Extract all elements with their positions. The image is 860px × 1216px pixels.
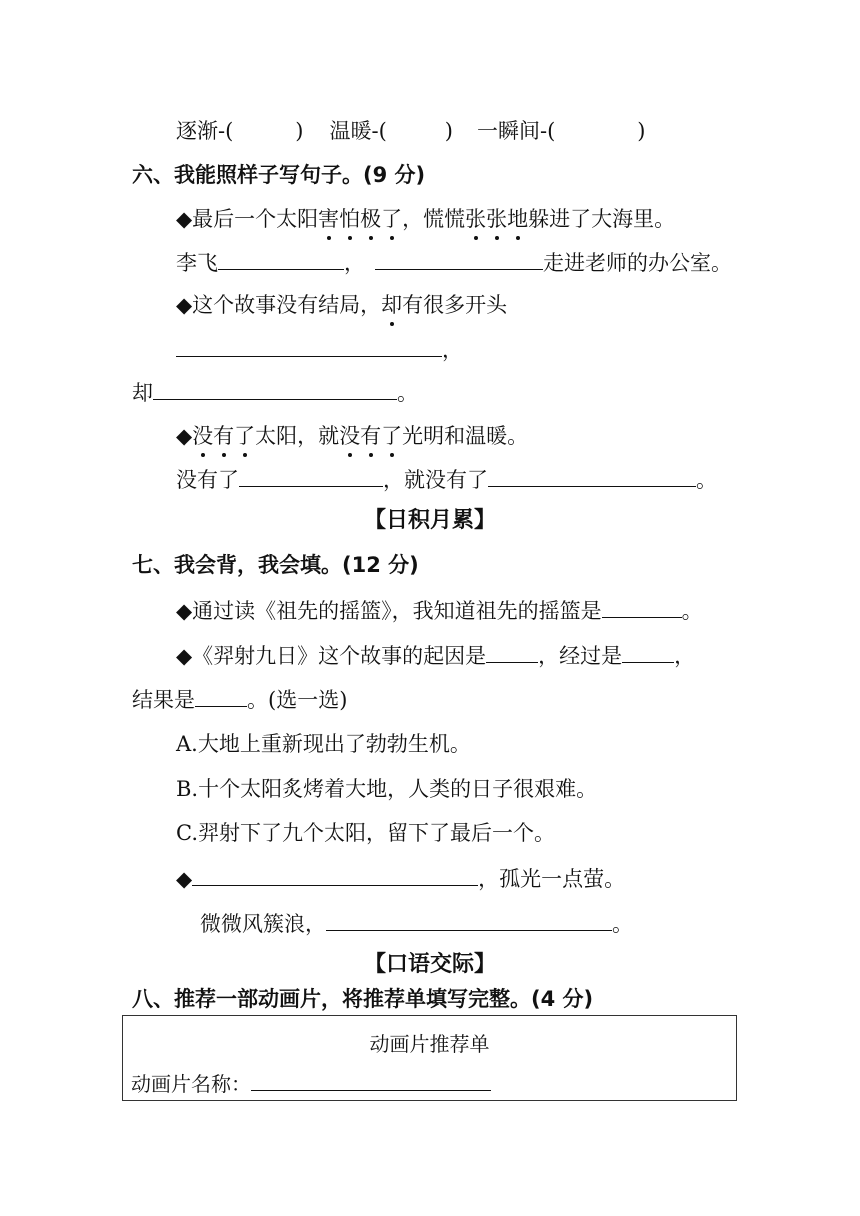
q8-heading: 八、推荐一部动画片，将推荐单填写完整。(4 分) (132, 987, 594, 1011)
word-3: 一瞬间-( (477, 119, 556, 143)
answer-blank[interactable] (488, 464, 696, 487)
q6-fill-2b: 却 。 (132, 377, 418, 408)
q6-example-2: ◆这个故事没有结局，却有很多开头 (176, 290, 507, 320)
option-c: C.羿射下了九个太阳，留下了最后一个。 (176, 821, 555, 845)
q6-fill-1: 李飞 ， 走进老师的办公室。 (176, 247, 732, 278)
q6-example-3: ◆没有了太阳，就没有了光明和温暖。 (176, 421, 528, 451)
poem-line-1: ◆ ，孤光一点萤。 (176, 863, 625, 894)
section-title-accumulation: 【日积月累】 (363, 508, 496, 533)
form-title: 动画片推荐单 (369, 1032, 490, 1056)
poem-line-2: 微微风簇浪， 。 (200, 908, 633, 939)
q6-fill-3: 没有了 ，就没有了 。 (176, 464, 717, 495)
section-title-oral: 【口语交际】 (363, 952, 496, 977)
answer-blank[interactable] (239, 464, 383, 487)
recommendation-form (122, 1015, 737, 1101)
answer-blank[interactable] (195, 684, 247, 707)
form-name-row: 动画片名称： (131, 1068, 491, 1097)
word-2: 温暖-( (329, 119, 387, 143)
q7-line-2: ◆《羿射九日》这个故事的起因是 ，经过是 ， (176, 640, 695, 671)
answer-blank[interactable] (486, 640, 538, 663)
answer-blank[interactable] (192, 863, 478, 886)
answer-blank[interactable] (622, 640, 674, 663)
q7-line-3: 结果是 。(选一选) (132, 684, 347, 715)
answer-blank[interactable] (153, 377, 397, 400)
q6-heading: 六、我能照样子写句子。(9 分) (132, 163, 426, 187)
q6-fill-2a: ， (176, 334, 463, 365)
answer-blank[interactable] (326, 908, 612, 931)
answer-blank[interactable] (602, 595, 682, 618)
option-a: A.大地上重新现出了勃勃生机。 (176, 732, 471, 756)
answer-blank[interactable] (218, 247, 344, 270)
q7-line-1: ◆通过读《祖先的摇篮》，我知道祖先的摇篮是 。 (176, 595, 703, 626)
answer-blank[interactable] (375, 247, 543, 270)
word-1: 逐渐-( (176, 119, 234, 143)
answer-blank[interactable] (251, 1068, 491, 1091)
answer-blank[interactable] (176, 334, 442, 357)
q7-heading: 七、我会背，我会填。(12 分) (132, 553, 419, 577)
q6-example-1: ◆最后一个太阳害怕极了，慌慌张张地躲进了大海里。 (176, 204, 675, 234)
option-b: B.十个太阳炙烤着大地，人类的日子很艰难。 (176, 777, 598, 801)
q5-word-row: 逐渐-( ) 温暖-( ) 一瞬间-( ) (176, 119, 646, 143)
